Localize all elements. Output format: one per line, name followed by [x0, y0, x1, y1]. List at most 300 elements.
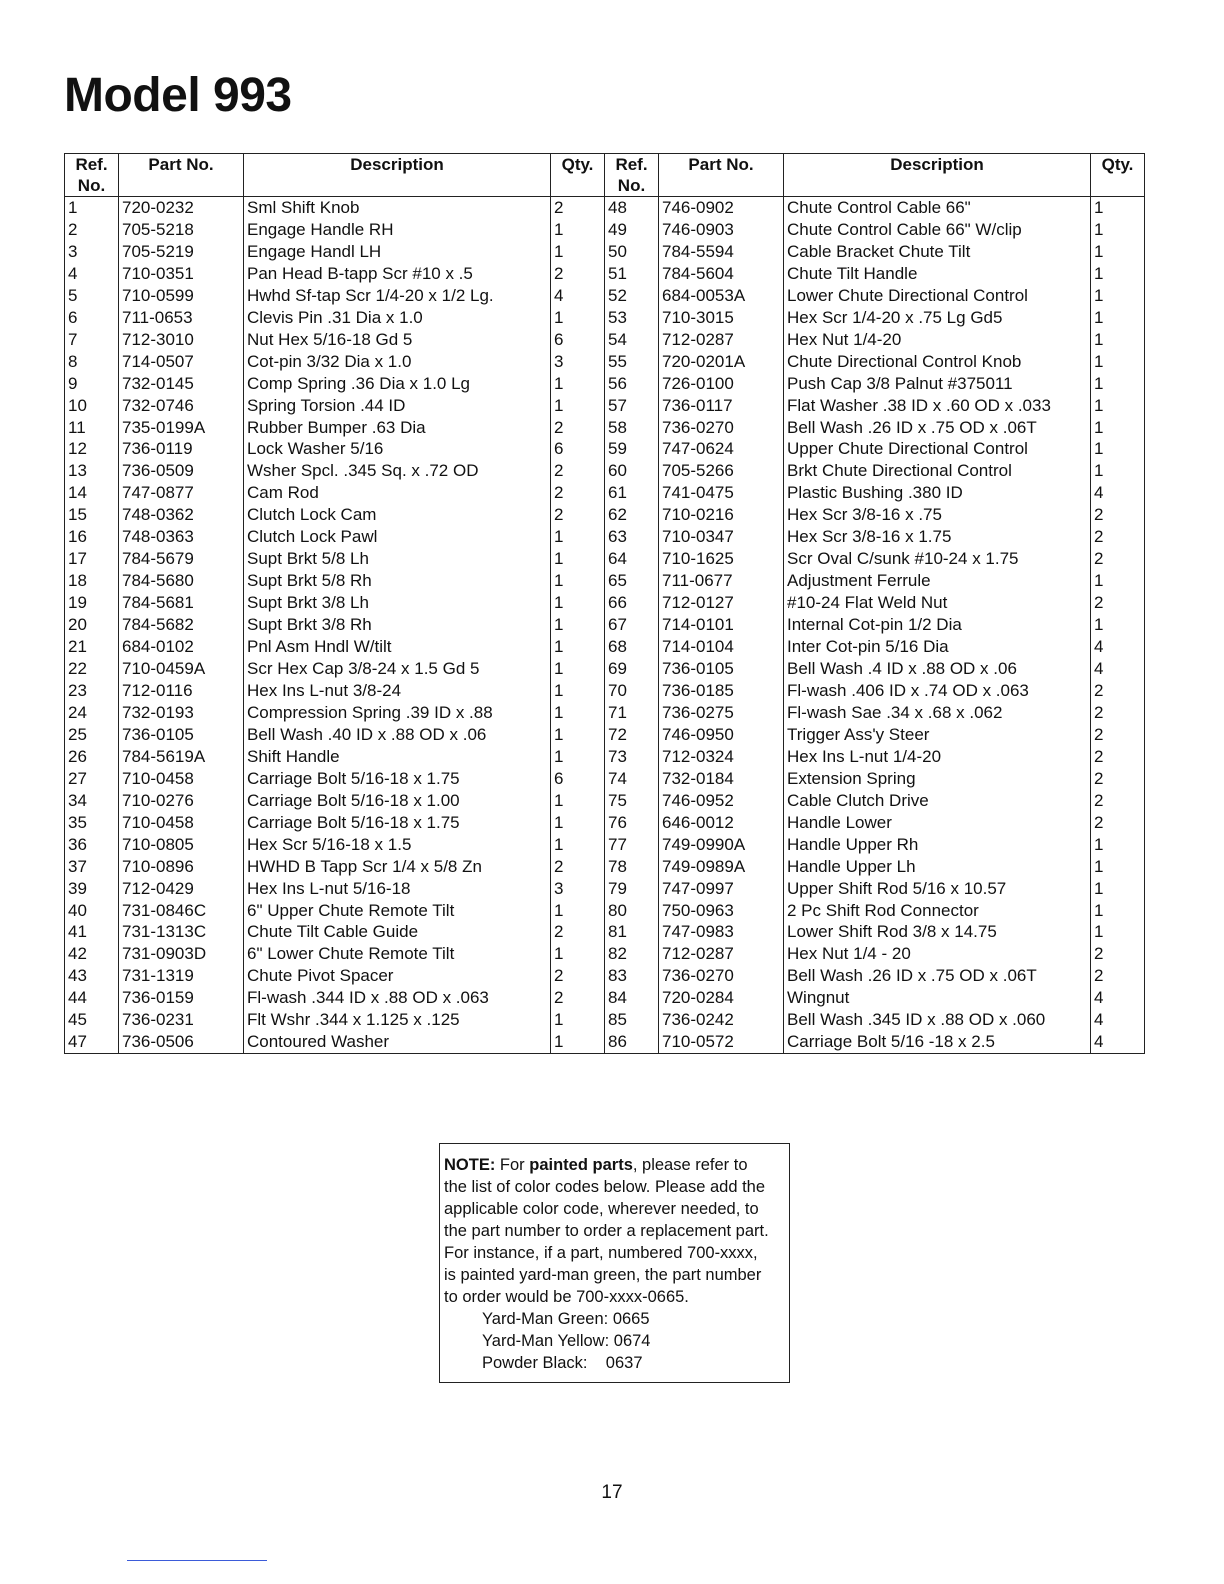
table-row	[65, 680, 1145, 702]
cell-description: Wsher Spcl. .345 Sq. x .72 OD	[244, 460, 551, 482]
cell-ref-no: 54	[605, 329, 659, 351]
cell-qty: 1	[551, 395, 605, 417]
cell-ref-no: 16	[65, 526, 119, 548]
cell-description: Plastic Bushing .380 ID	[784, 482, 1091, 504]
cell-qty: 1	[551, 219, 605, 241]
cell-ref-no: 17	[65, 548, 119, 570]
cell-description: Internal Cot-pin 1/2 Dia	[784, 614, 1091, 636]
table-row	[65, 834, 1145, 856]
cell-qty: 2	[1091, 812, 1145, 834]
cell-description: Chute Tilt Cable Guide	[244, 921, 551, 943]
cell-description: Supt Brkt 3/8 Lh	[244, 592, 551, 614]
cell-part-no: 736-0270	[659, 965, 784, 987]
cell-qty: 2	[1091, 548, 1145, 570]
cell-ref-no: 49	[605, 219, 659, 241]
cell-description: Chute Control Cable 66"	[784, 197, 1091, 219]
cell-description: 6" Lower Chute Remote Tilt	[244, 943, 551, 965]
cell-description: Hex Ins L-nut 3/8-24	[244, 680, 551, 702]
cell-part-no: 736-0185	[659, 680, 784, 702]
cell-ref-no: 36	[65, 834, 119, 856]
cell-qty: 1	[551, 373, 605, 395]
cell-qty: 2	[1091, 943, 1145, 965]
cell-qty: 4	[1091, 987, 1145, 1009]
cell-description: Bell Wash .26 ID x .75 OD x .06T	[784, 965, 1091, 987]
cell-qty: 2	[551, 921, 605, 943]
cell-qty: 1	[551, 614, 605, 636]
cell-description: Pnl Asm Hndl W/tilt	[244, 636, 551, 658]
cell-part-no: 710-0458	[119, 812, 244, 834]
cell-description: Clutch Lock Cam	[244, 504, 551, 526]
cell-ref-no: 53	[605, 307, 659, 329]
cell-part-no: 711-0677	[659, 570, 784, 592]
cell-qty: 2	[551, 987, 605, 1009]
cell-qty: 1	[551, 592, 605, 614]
cell-ref-no: 15	[65, 504, 119, 526]
cell-part-no: 710-0459A	[119, 658, 244, 680]
cell-ref-no: 19	[65, 592, 119, 614]
cell-ref-no: 21	[65, 636, 119, 658]
cell-qty: 1	[551, 658, 605, 680]
table-row	[65, 241, 1145, 263]
cell-description: Hex Ins L-nut 1/4-20	[784, 746, 1091, 768]
cell-part-no: 746-0903	[659, 219, 784, 241]
cell-description: Rubber Bumper .63 Dia	[244, 417, 551, 439]
cell-ref-no: 58	[605, 417, 659, 439]
cell-qty: 1	[1091, 197, 1145, 219]
note-line: NOTE: For painted parts, please refer to	[444, 1156, 748, 1174]
cell-part-no: 747-0877	[119, 482, 244, 504]
table-row	[65, 746, 1145, 768]
link-underline	[127, 1560, 267, 1561]
cell-part-no: 741-0475	[659, 482, 784, 504]
cell-part-no: 732-0184	[659, 768, 784, 790]
cell-part-no: 714-0104	[659, 636, 784, 658]
cell-qty: 2	[1091, 790, 1145, 812]
table-row	[65, 482, 1145, 504]
cell-part-no: 720-0284	[659, 987, 784, 1009]
cell-qty: 2	[551, 856, 605, 878]
cell-ref-no: 67	[605, 614, 659, 636]
cell-qty: 2	[551, 965, 605, 987]
header-qty: Qty.	[551, 154, 605, 197]
cell-part-no: 749-0990A	[659, 834, 784, 856]
cell-ref-no: 34	[65, 790, 119, 812]
table-row	[65, 197, 1145, 219]
cell-ref-no: 45	[65, 1009, 119, 1031]
cell-qty: 1	[551, 570, 605, 592]
cell-description: Spring Torsion .44 ID	[244, 395, 551, 417]
header-description: Description	[784, 154, 1091, 197]
cell-part-no: 646-0012	[659, 812, 784, 834]
table-row	[65, 965, 1145, 987]
cell-ref-no: 78	[605, 856, 659, 878]
cell-qty: 1	[551, 636, 605, 658]
cell-ref-no: 47	[65, 1031, 119, 1053]
cell-description: Bell Wash .4 ID x .88 OD x .06	[784, 658, 1091, 680]
cell-qty: 1	[551, 1009, 605, 1031]
cell-ref-no: 41	[65, 921, 119, 943]
cell-part-no: 784-5681	[119, 592, 244, 614]
cell-description: Trigger Ass'y Steer	[784, 724, 1091, 746]
cell-description: Chute Pivot Spacer	[244, 965, 551, 987]
cell-part-no: 712-0429	[119, 878, 244, 900]
cell-part-no: 746-0902	[659, 197, 784, 219]
cell-qty: 1	[1091, 263, 1145, 285]
cell-description: Carriage Bolt 5/16-18 x 1.75	[244, 812, 551, 834]
cell-part-no: 710-0805	[119, 834, 244, 856]
cell-ref-no: 71	[605, 702, 659, 724]
note-label: NOTE:	[444, 1156, 496, 1174]
cell-ref-no: 84	[605, 987, 659, 1009]
cell-description: Chute Control Cable 66" W/clip	[784, 219, 1091, 241]
cell-part-no: 714-0507	[119, 351, 244, 373]
cell-description: Comp Spring .36 Dia x 1.0 Lg	[244, 373, 551, 395]
cell-part-no: 705-5266	[659, 460, 784, 482]
table-row	[65, 614, 1145, 636]
cell-part-no: 731-0903D	[119, 943, 244, 965]
cell-ref-no: 24	[65, 702, 119, 724]
cell-qty: 2	[1091, 526, 1145, 548]
cell-description: Sml Shift Knob	[244, 197, 551, 219]
table-row	[65, 592, 1145, 614]
cell-description: Carriage Bolt 5/16 -18 x 2.5	[784, 1031, 1091, 1053]
cell-qty: 1	[1091, 351, 1145, 373]
cell-qty: 1	[1091, 417, 1145, 439]
cell-qty: 1	[551, 680, 605, 702]
cell-description: Upper Shift Rod 5/16 x 10.57	[784, 878, 1091, 900]
cell-description: Hex Nut 1/4-20	[784, 329, 1091, 351]
cell-description: Bell Wash .26 ID x .75 OD x .06T	[784, 417, 1091, 439]
cell-description: Scr Hex Cap 3/8-24 x 1.5 Gd 5	[244, 658, 551, 680]
cell-description: Hex Ins L-nut 5/16-18	[244, 878, 551, 900]
cell-ref-no: 76	[605, 812, 659, 834]
cell-ref-no: 66	[605, 592, 659, 614]
cell-ref-no: 74	[605, 768, 659, 790]
cell-qty: 2	[551, 504, 605, 526]
cell-part-no: 736-0105	[119, 724, 244, 746]
cell-description: Lock Washer 5/16	[244, 438, 551, 460]
cell-ref-no: 4	[65, 263, 119, 285]
cell-qty: 2	[551, 417, 605, 439]
cell-part-no: 714-0101	[659, 614, 784, 636]
parts-table-body	[65, 197, 1145, 1054]
cell-qty: 1	[1091, 460, 1145, 482]
cell-ref-no: 75	[605, 790, 659, 812]
note-line: applicable color code, wherever needed, to	[444, 1200, 759, 1218]
header-part-no: Part No.	[119, 154, 244, 197]
cell-part-no: 732-0145	[119, 373, 244, 395]
cell-qty: 4	[1091, 636, 1145, 658]
cell-description: Cable Clutch Drive	[784, 790, 1091, 812]
cell-qty: 1	[551, 834, 605, 856]
cell-part-no: 684-0102	[119, 636, 244, 658]
cell-description: Carriage Bolt 5/16-18 x 1.00	[244, 790, 551, 812]
cell-description: Upper Chute Directional Control	[784, 438, 1091, 460]
parts-table	[64, 153, 1145, 1054]
cell-qty: 1	[551, 812, 605, 834]
cell-part-no: 749-0989A	[659, 856, 784, 878]
table-row	[65, 943, 1145, 965]
header-description: Description	[244, 154, 551, 197]
cell-part-no: 720-0201A	[659, 351, 784, 373]
cell-description: Lower Chute Directional Control	[784, 285, 1091, 307]
cell-qty: 4	[1091, 658, 1145, 680]
cell-part-no: 712-0324	[659, 746, 784, 768]
cell-qty: 1	[551, 1031, 605, 1053]
cell-description: HWHD B Tapp Scr 1/4 x 5/8 Zn	[244, 856, 551, 878]
cell-description: Wingnut	[784, 987, 1091, 1009]
cell-ref-no: 26	[65, 746, 119, 768]
cell-qty: 6	[551, 768, 605, 790]
cell-description: 6" Upper Chute Remote Tilt	[244, 900, 551, 922]
cell-qty: 1	[551, 943, 605, 965]
cell-qty: 1	[551, 724, 605, 746]
cell-part-no: 736-0270	[659, 417, 784, 439]
cell-description: Supt Brkt 5/8 Lh	[244, 548, 551, 570]
cell-part-no: 748-0363	[119, 526, 244, 548]
cell-qty: 3	[551, 351, 605, 373]
cell-description: Supt Brkt 3/8 Rh	[244, 614, 551, 636]
note-line: For instance, if a part, numbered 700-xxxx,	[444, 1244, 758, 1262]
cell-part-no: 710-3015	[659, 307, 784, 329]
table-row	[65, 812, 1145, 834]
cell-description: Scr Oval C/sunk #10-24 x 1.75	[784, 548, 1091, 570]
cell-part-no: 731-0846C	[119, 900, 244, 922]
cell-description: Handle Lower	[784, 812, 1091, 834]
table-row	[65, 395, 1145, 417]
cell-qty: 2	[551, 482, 605, 504]
table-row	[65, 504, 1145, 526]
cell-qty: 1	[551, 241, 605, 263]
cell-description: Hwhd Sf-tap Scr 1/4-20 x 1/2 Lg.	[244, 285, 551, 307]
cell-qty: 2	[551, 263, 605, 285]
cell-part-no: 747-0997	[659, 878, 784, 900]
cell-ref-no: 22	[65, 658, 119, 680]
table-row	[65, 702, 1145, 724]
cell-part-no: 732-0746	[119, 395, 244, 417]
cell-ref-no: 82	[605, 943, 659, 965]
cell-ref-no: 40	[65, 900, 119, 922]
cell-ref-no: 9	[65, 373, 119, 395]
cell-ref-no: 1	[65, 197, 119, 219]
cell-part-no: 736-0159	[119, 987, 244, 1009]
cell-description: Hex Scr 3/8-16 x 1.75	[784, 526, 1091, 548]
cell-part-no: 735-0199A	[119, 417, 244, 439]
table-row	[65, 570, 1145, 592]
cell-ref-no: 60	[605, 460, 659, 482]
cell-description: Bell Wash .40 ID x .88 OD x .06	[244, 724, 551, 746]
cell-description: Chute Tilt Handle	[784, 263, 1091, 285]
table-row	[65, 921, 1145, 943]
cell-description: #10-24 Flat Weld Nut	[784, 592, 1091, 614]
cell-description: Carriage Bolt 5/16-18 x 1.75	[244, 768, 551, 790]
cell-description: Lower Shift Rod 3/8 x 14.75	[784, 921, 1091, 943]
cell-ref-no: 59	[605, 438, 659, 460]
table-row	[65, 636, 1145, 658]
cell-qty: 1	[1091, 570, 1145, 592]
cell-ref-no: 80	[605, 900, 659, 922]
cell-description: Clutch Lock Pawl	[244, 526, 551, 548]
cell-ref-no: 70	[605, 680, 659, 702]
table-row	[65, 417, 1145, 439]
cell-qty: 2	[1091, 768, 1145, 790]
cell-part-no: 736-0509	[119, 460, 244, 482]
cell-part-no: 736-0242	[659, 1009, 784, 1031]
cell-ref-no: 77	[605, 834, 659, 856]
cell-description: Chute Directional Control Knob	[784, 351, 1091, 373]
cell-qty: 2	[1091, 746, 1145, 768]
cell-qty: 2	[1091, 965, 1145, 987]
cell-part-no: 710-0896	[119, 856, 244, 878]
cell-qty: 3	[551, 878, 605, 900]
cell-qty: 1	[1091, 878, 1145, 900]
cell-ref-no: 72	[605, 724, 659, 746]
page-title: Model 993	[64, 69, 292, 122]
cell-ref-no: 69	[605, 658, 659, 680]
cell-qty: 1	[1091, 834, 1145, 856]
cell-description: Hex Scr 1/4-20 x .75 Lg Gd5	[784, 307, 1091, 329]
cell-description: Clevis Pin .31 Dia x 1.0	[244, 307, 551, 329]
cell-description: Hex Nut 1/4 - 20	[784, 943, 1091, 965]
cell-part-no: 710-0351	[119, 263, 244, 285]
cell-ref-no: 20	[65, 614, 119, 636]
cell-part-no: 726-0100	[659, 373, 784, 395]
cell-qty: 6	[551, 329, 605, 351]
cell-description: Push Cap 3/8 Palnut #375011	[784, 373, 1091, 395]
cell-ref-no: 10	[65, 395, 119, 417]
cell-description: Cot-pin 3/32 Dia x 1.0	[244, 351, 551, 373]
cell-description: Fl-wash Sae .34 x .68 x .062	[784, 702, 1091, 724]
cell-part-no: 748-0362	[119, 504, 244, 526]
cell-part-no: 712-0287	[659, 943, 784, 965]
cell-part-no: 705-5218	[119, 219, 244, 241]
cell-description: Contoured Washer	[244, 1031, 551, 1053]
cell-description: Cable Bracket Chute Tilt	[784, 241, 1091, 263]
cell-part-no: 684-0053A	[659, 285, 784, 307]
cell-qty: 1	[1091, 614, 1145, 636]
cell-part-no: 712-0287	[659, 329, 784, 351]
cell-qty: 1	[551, 526, 605, 548]
cell-part-no: 712-0116	[119, 680, 244, 702]
cell-ref-no: 73	[605, 746, 659, 768]
cell-ref-no: 3	[65, 241, 119, 263]
cell-ref-no: 61	[605, 482, 659, 504]
cell-ref-no: 48	[605, 197, 659, 219]
cell-ref-no: 65	[605, 570, 659, 592]
cell-part-no: 784-5594	[659, 241, 784, 263]
cell-ref-no: 27	[65, 768, 119, 790]
cell-ref-no: 11	[65, 417, 119, 439]
cell-qty: 1	[551, 307, 605, 329]
cell-part-no: 784-5604	[659, 263, 784, 285]
cell-ref-no: 43	[65, 965, 119, 987]
table-row	[65, 351, 1145, 373]
cell-description: 2 Pc Shift Rod Connector	[784, 900, 1091, 922]
page-number: 17	[601, 1482, 623, 1503]
table-row	[65, 724, 1145, 746]
cell-qty: 4	[1091, 1031, 1145, 1053]
cell-qty: 2	[1091, 680, 1145, 702]
cell-qty: 1	[551, 702, 605, 724]
table-row	[65, 987, 1145, 1009]
note-line: is painted yard-man green, the part number	[444, 1266, 762, 1284]
cell-description: Hex Scr 5/16-18 x 1.5	[244, 834, 551, 856]
cell-qty: 1	[551, 900, 605, 922]
cell-ref-no: 62	[605, 504, 659, 526]
cell-part-no: 784-5679	[119, 548, 244, 570]
table-row	[65, 856, 1145, 878]
cell-qty: 1	[1091, 241, 1145, 263]
cell-description: Engage Handle RH	[244, 219, 551, 241]
cell-qty: 2	[1091, 702, 1145, 724]
cell-ref-no: 37	[65, 856, 119, 878]
table-row	[65, 1009, 1145, 1031]
cell-ref-no: 57	[605, 395, 659, 417]
cell-ref-no: 44	[65, 987, 119, 1009]
cell-ref-no: 83	[605, 965, 659, 987]
cell-ref-no: 14	[65, 482, 119, 504]
cell-part-no: 736-0275	[659, 702, 784, 724]
cell-description: Cam Rod	[244, 482, 551, 504]
cell-ref-no: 39	[65, 878, 119, 900]
cell-part-no: 746-0952	[659, 790, 784, 812]
cell-qty: 2	[551, 460, 605, 482]
cell-qty: 1	[1091, 373, 1145, 395]
cell-part-no: 747-0983	[659, 921, 784, 943]
table-row	[65, 526, 1145, 548]
cell-part-no: 736-0231	[119, 1009, 244, 1031]
table-row	[65, 329, 1145, 351]
table-row	[65, 285, 1145, 307]
cell-ref-no: 35	[65, 812, 119, 834]
cell-description: Hex Scr 3/8-16 x .75	[784, 504, 1091, 526]
cell-ref-no: 23	[65, 680, 119, 702]
cell-qty: 1	[551, 790, 605, 812]
cell-qty: 4	[1091, 482, 1145, 504]
cell-description: Handle Upper Lh	[784, 856, 1091, 878]
cell-qty: 1	[1091, 856, 1145, 878]
cell-ref-no: 55	[605, 351, 659, 373]
cell-ref-no: 85	[605, 1009, 659, 1031]
cell-description: Brkt Chute Directional Control	[784, 460, 1091, 482]
cell-part-no: 710-0347	[659, 526, 784, 548]
header-part-no: Part No.	[659, 154, 784, 197]
cell-part-no: 784-5619A	[119, 746, 244, 768]
cell-part-no: 731-1319	[119, 965, 244, 987]
cell-part-no: 731-1313C	[119, 921, 244, 943]
cell-description: Nut Hex 5/16-18 Gd 5	[244, 329, 551, 351]
cell-part-no: 736-0506	[119, 1031, 244, 1053]
table-row	[65, 790, 1145, 812]
cell-ref-no: 68	[605, 636, 659, 658]
cell-ref-no: 12	[65, 438, 119, 460]
table-row	[65, 900, 1145, 922]
table-row	[65, 460, 1145, 482]
note-line: the part number to order a replacement part.	[444, 1222, 769, 1240]
table-row	[65, 263, 1145, 285]
cell-description: Engage Handl LH	[244, 241, 551, 263]
cell-description: Fl-wash .344 ID x .88 OD x .063	[244, 987, 551, 1009]
cell-qty: 1	[1091, 307, 1145, 329]
cell-description: Bell Wash .345 ID x .88 OD x .060	[784, 1009, 1091, 1031]
cell-part-no: 711-0653	[119, 307, 244, 329]
cell-ref-no: 25	[65, 724, 119, 746]
cell-part-no: 750-0963	[659, 900, 784, 922]
cell-ref-no: 79	[605, 878, 659, 900]
cell-description: Compression Spring .39 ID x .88	[244, 702, 551, 724]
header-ref-no: Ref. No.	[605, 154, 659, 197]
cell-part-no: 720-0232	[119, 197, 244, 219]
